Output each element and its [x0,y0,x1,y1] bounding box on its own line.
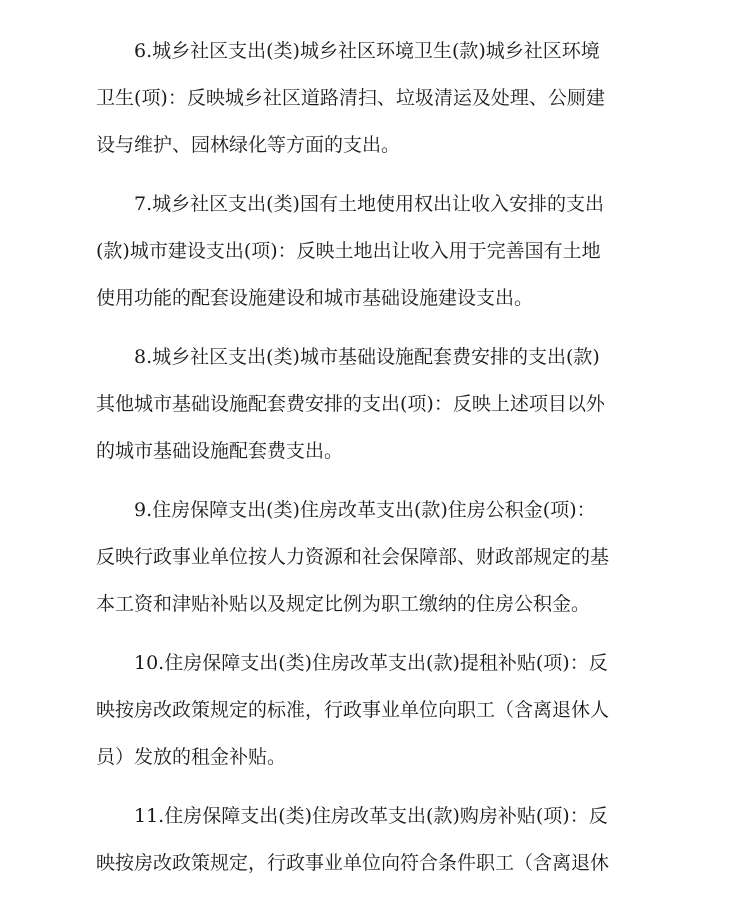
paragraph-line: 9.住房保障支出(类)住房改革支出(款)住房公积金(项)： [134,499,596,521]
paragraph-line: 反映行政事业单位按人力资源和社会保障部、财政部规定的基 [96,546,610,568]
paragraph-line: 映按房改政策规定，行政事业单位向符合条件职工（含离退休 [96,852,610,874]
paragraph-line: 员）发放的租金补贴。 [96,746,287,768]
paragraph-10 [96,640,656,781]
paragraph-9 [96,487,656,628]
paragraph-line: 本工资和津贴补贴以及规定比例为职工缴纳的住房公积金。 [96,593,591,615]
paragraph-8 [96,334,656,475]
paragraph-line: 其他城市基础设施配套费安排的支出(项)：反映上述项目以外 [96,393,605,415]
paragraph-7 [96,181,656,322]
paragraph-line: 7.城乡社区支出(类)国有土地使用权出让收入安排的支出 [134,193,604,215]
paragraph-line: 11.住房保障支出(类)住房改革支出(款)购房补贴(项)：反 [134,805,608,827]
paragraph-line: 使用功能的配套设施建设和城市基础设施建设支出。 [96,287,534,309]
paragraph-line: 卫生(项)：反映城乡社区道路清扫、垃圾清运及处理、公厕建 [96,87,605,109]
paragraph-line: 6.城乡社区支出(类)城乡社区环境卫生(款)城乡社区环境 [134,40,600,62]
document-page [96,28,656,899]
paragraph-6 [96,28,656,169]
paragraph-line: 映按房改政策规定的标准，行政事业单位向职工（含离退休人 [96,699,610,721]
paragraph-line: 的城市基础设施配套费支出。 [96,440,344,462]
paragraph-line: 8.城乡社区支出(类)城市基础设施配套费安排的支出(款) [134,346,600,368]
paragraph-line: 设与维护、园林绿化等方面的支出。 [96,134,401,156]
paragraph-11 [96,793,656,887]
paragraph-line: 10.住房保障支出(类)住房改革支出(款)提租补贴(项)：反 [134,652,608,674]
paragraph-line: (款)城市建设支出(项)：反映土地出让收入用于完善国有土地 [96,240,601,262]
